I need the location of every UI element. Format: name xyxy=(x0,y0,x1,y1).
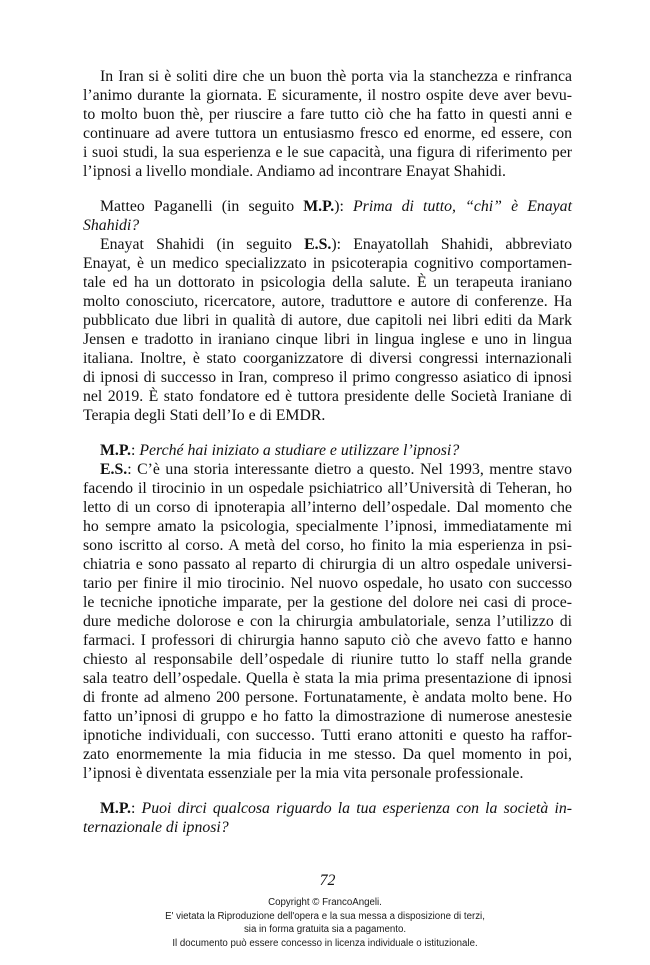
question-line xyxy=(83,799,572,818)
speaker-separator: ): xyxy=(331,236,354,253)
answer-line: tale ed ha un dottorato in psicologia della salute. È un terapeuta iraniano xyxy=(83,274,572,291)
answer-line: sono iscritto al corso. A metà del corso, ho finito la mia esperienza in psi- xyxy=(83,537,572,554)
page-number: 72 xyxy=(319,872,336,889)
answer-line: chiesto al responsabile dell’ospedale di riunire tutto lo staff nella grande xyxy=(83,651,572,668)
answer-line: tario per finire il mio tirocinio. Nel nuovo ospedale, ho usato con successo xyxy=(83,575,572,592)
answer-line: ipnotiche individuali, con successo. Tutti erano attoniti e questo ha raffor- xyxy=(83,727,572,744)
footer-line: Copyright © FrancoAngeli. xyxy=(268,897,382,908)
footer-line: E' vietata la Riproduzione dell'opera e la sua messa a disposizione di terzi, xyxy=(165,910,485,922)
interview-exchange-1 xyxy=(83,197,572,425)
answer-line: italiana. Inoltre, è stato coorganizzatore di diversi congressi internazionali xyxy=(83,350,572,367)
question-text: Perché hai iniziato a studiare e utilizzare l’ipnosi? xyxy=(139,442,460,459)
answer-line: Enayat, è un medico specializzato in psicoterapia cognitivo comportamen- xyxy=(83,255,572,272)
question-text: Shahidi? xyxy=(83,217,140,234)
intro-line: In Iran si è soliti dire che un buon thè porta via la stanchezza e rinfranca xyxy=(100,68,572,85)
intro-line: l’animo durante la giornata. E sicuramente, il nostro ospite deve aver bevu- xyxy=(83,87,572,104)
answer-line: di fronte ad almeno 200 persone. Fortunatamente, è andata molto bene. Ho xyxy=(83,689,572,706)
interview-exchange-3 xyxy=(83,799,572,837)
answer-line: ho sempre amato la psicologia, specialmente l’ipnosi, immediatamente mi xyxy=(83,518,572,535)
speaker-name: Matteo Paganelli (in seguito xyxy=(100,198,304,215)
intro-line: l’ipnosi a livello mondiale. Andiamo ad incontrare Enayat Shahidi. xyxy=(83,163,506,180)
answer-line: sala teatro dell’ospedale. Quella è stata la mia prima presentazione di ipnosi xyxy=(83,670,572,687)
question-line xyxy=(83,818,572,837)
question-text: ternazionale di ipnosi? xyxy=(83,819,229,836)
answer-line: chiatria e sono passato al reparto di chirurgia di un altro ospedale universi- xyxy=(83,556,572,573)
answer-line: l’ipnosi è diventata essenziale per la mia vita personale professionale. xyxy=(83,765,524,782)
speaker-abbreviation: M.P. xyxy=(100,800,132,817)
question-text: Puoi dirci qualcosa riguardo la tua esperienza con la società in- xyxy=(141,800,572,817)
answer-line: zato enormemente la mia fiducia in me stesso. Da quel momento in poi, xyxy=(83,746,572,763)
answer-line: facendo il tirocinio in un ospedale psichiatrico all’Università di Teheran, ho xyxy=(83,480,572,497)
introduction-paragraph xyxy=(83,67,572,181)
speaker-name: Enayat Shahidi (in seguito xyxy=(100,236,305,253)
question-line xyxy=(83,441,572,460)
question-text: Prima di tutto, “chi” è Enayat xyxy=(353,198,572,215)
question-line xyxy=(83,216,572,235)
answer-line: di ipnosi di successo in Iran, compreso il primo congresso asiatico di ipnosi xyxy=(83,369,572,386)
answer-line: le tecniche ipnotiche imparate, per la gestione del dolore nei casi di proce- xyxy=(83,594,572,611)
speaker-separator: : xyxy=(127,461,138,478)
speaker-abbreviation: M.P. xyxy=(303,198,335,215)
speaker-separator: : xyxy=(131,442,140,459)
answer-line: letto di un corso di ipnoterapia all’interno dell’ospedale. Dal momento che xyxy=(83,499,572,516)
answer-line: Terapia degli Stati dell’Io e di EMDR. xyxy=(83,407,326,424)
speaker-separator: ): xyxy=(334,198,354,215)
speaker-separator: : xyxy=(131,800,142,817)
speaker-abbreviation: E.S. xyxy=(100,461,128,478)
intro-line: to molto buon thè, per riuscire a fare tutto ciò che ha fatto in questi anni e xyxy=(83,106,572,123)
copyright-footer xyxy=(0,896,650,950)
footer-line: Il documento può essere concesso in licenza individuale o istituzionale. xyxy=(172,937,478,949)
page-body xyxy=(83,67,572,837)
answer-line: dure mediche dolorose e con la chirurgia ambulatoriale, senza l’utilizzo di xyxy=(83,613,572,630)
intro-line: i suoi studi, la sua esperienza e le sue capacità, una figura di riferimento per xyxy=(83,144,572,161)
footer-line: sia in forma gratuita sia a pagamento. xyxy=(243,924,407,935)
answer-line: fatto un’ipnosi di gruppo e ho fatto la dimostrazione di numerose anestesie xyxy=(83,708,572,725)
answer-line xyxy=(83,235,572,254)
answer-line: nel 2019. È stato fondatore ed è tuttora presidente delle Società Iraniane di xyxy=(83,388,572,405)
question-line xyxy=(83,197,572,216)
answer-line xyxy=(83,460,572,479)
answer-text: C’è una storia interessante dietro a questo. Nel 1993, mentre stavo xyxy=(137,461,572,478)
intro-line: continuare ad avere tuttora un entusiasmo fresco ed enorme, ed essere, con xyxy=(83,125,572,142)
answer-line: farmaci. I professori di chirurgia hanno saputo ciò che avevo fatto e hanno xyxy=(83,632,572,649)
speaker-abbreviation: M.P. xyxy=(100,442,132,459)
speaker-abbreviation: E.S. xyxy=(304,236,332,253)
answer-line: molto conosciuto, ricercatore, autore, traduttore e autore di conferenze. Ha xyxy=(83,293,572,310)
answer-text: Enayatollah Shahidi, abbreviato xyxy=(353,236,572,253)
answer-line: pubblicato due libri in qualità di autore, due capitoli nei libri editi da Mark xyxy=(83,312,572,329)
interview-exchange-2 xyxy=(83,441,572,783)
answer-line: Jensen e tradotto in iraniano cinque libri in lingua inglese e uno in lingua xyxy=(83,331,572,348)
